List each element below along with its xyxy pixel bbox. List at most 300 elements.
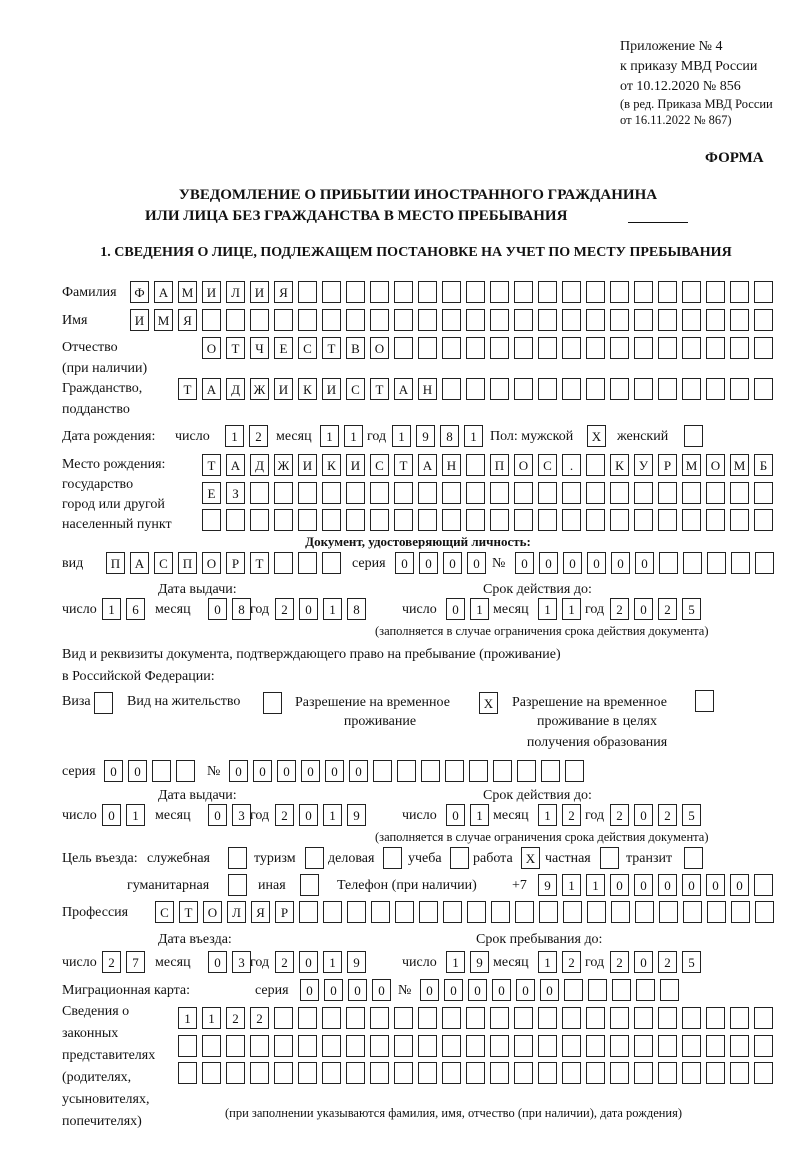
char-cell[interactable] (730, 378, 749, 400)
char-cell[interactable] (202, 309, 221, 331)
char-cell[interactable]: 2 (226, 1007, 245, 1029)
char-cell[interactable]: 2 (275, 804, 294, 826)
char-cell[interactable]: А (394, 378, 413, 400)
char-cell[interactable] (418, 281, 437, 303)
char-cell[interactable] (346, 1035, 365, 1057)
char-cell[interactable] (562, 1035, 581, 1057)
char-cell[interactable]: 2 (610, 804, 629, 826)
char-cell[interactable] (730, 1035, 749, 1057)
char-cell[interactable] (731, 901, 750, 923)
char-cell[interactable] (274, 1035, 293, 1057)
char-cell[interactable] (298, 1035, 317, 1057)
char-cell[interactable]: 1 (538, 598, 557, 620)
char-cell[interactable] (370, 1062, 389, 1084)
char-cell[interactable] (419, 901, 438, 923)
char-cell[interactable] (274, 309, 293, 331)
char-cell[interactable]: И (274, 378, 293, 400)
char-cell[interactable] (682, 309, 701, 331)
char-cell[interactable] (683, 552, 702, 574)
char-cell[interactable]: 2 (562, 951, 581, 973)
char-cell[interactable] (298, 482, 317, 504)
char-cell[interactable]: 2 (250, 1007, 269, 1029)
char-cell[interactable] (538, 1007, 557, 1029)
char-cell[interactable]: 0 (208, 804, 227, 826)
char-cell[interactable] (228, 874, 247, 896)
char-cell[interactable] (176, 760, 195, 782)
char-cell[interactable] (490, 309, 509, 331)
char-cell[interactable]: 1 (470, 598, 489, 620)
char-cell[interactable] (610, 482, 629, 504)
char-cell[interactable] (322, 309, 341, 331)
char-cell[interactable] (706, 378, 725, 400)
char-cell[interactable] (586, 281, 605, 303)
char-cell[interactable]: 2 (275, 951, 294, 973)
char-cell[interactable]: О (203, 901, 222, 923)
char-cell[interactable] (442, 482, 461, 504)
char-cell[interactable] (562, 378, 581, 400)
char-cell[interactable] (634, 337, 653, 359)
char-cell[interactable] (514, 309, 533, 331)
char-cell[interactable]: Л (227, 901, 246, 923)
char-cell[interactable] (490, 378, 509, 400)
char-cell[interactable] (755, 552, 774, 574)
char-cell[interactable]: 1 (464, 425, 483, 447)
char-cell[interactable]: X (479, 692, 498, 714)
char-cell[interactable] (586, 309, 605, 331)
char-cell[interactable]: С (155, 901, 174, 923)
char-cell[interactable] (658, 1035, 677, 1057)
char-cell[interactable] (731, 552, 750, 574)
char-cell[interactable] (610, 337, 629, 359)
char-cell[interactable] (250, 1035, 269, 1057)
char-cell[interactable] (634, 1062, 653, 1084)
char-cell[interactable]: 2 (610, 598, 629, 620)
char-cell[interactable] (610, 378, 629, 400)
char-cell[interactable] (514, 1062, 533, 1084)
char-cell[interactable]: И (298, 454, 317, 476)
char-cell[interactable] (730, 309, 749, 331)
char-cell[interactable]: Я (274, 281, 293, 303)
char-cell[interactable]: У (634, 454, 653, 476)
char-cell[interactable] (706, 482, 725, 504)
char-cell[interactable] (442, 281, 461, 303)
char-cell[interactable]: О (202, 552, 221, 574)
char-cell[interactable]: 3 (232, 804, 251, 826)
char-cell[interactable] (178, 1035, 197, 1057)
char-cell[interactable] (538, 1035, 557, 1057)
char-cell[interactable] (322, 281, 341, 303)
char-cell[interactable]: 0 (420, 979, 439, 1001)
char-cell[interactable]: 0 (634, 804, 653, 826)
char-cell[interactable]: Р (226, 552, 245, 574)
char-cell[interactable]: М (178, 281, 197, 303)
char-cell[interactable]: Н (442, 454, 461, 476)
char-cell[interactable] (562, 309, 581, 331)
char-cell[interactable] (682, 1035, 701, 1057)
char-cell[interactable] (730, 337, 749, 359)
char-cell[interactable]: 0 (324, 979, 343, 1001)
char-cell[interactable]: А (154, 281, 173, 303)
char-cell[interactable] (754, 874, 773, 896)
char-cell[interactable]: 0 (706, 874, 725, 896)
char-cell[interactable]: Ж (250, 378, 269, 400)
char-cell[interactable] (442, 1035, 461, 1057)
char-cell[interactable] (274, 1007, 293, 1029)
char-cell[interactable] (514, 1007, 533, 1029)
char-cell[interactable] (442, 309, 461, 331)
char-cell[interactable]: 0 (300, 979, 319, 1001)
char-cell[interactable] (443, 901, 462, 923)
char-cell[interactable] (612, 979, 631, 1001)
char-cell[interactable] (707, 552, 726, 574)
char-cell[interactable] (586, 482, 605, 504)
char-cell[interactable]: 0 (634, 598, 653, 620)
char-cell[interactable]: Т (202, 454, 221, 476)
char-cell[interactable] (490, 1035, 509, 1057)
char-cell[interactable] (706, 309, 725, 331)
char-cell[interactable]: Е (202, 482, 221, 504)
char-cell[interactable] (370, 309, 389, 331)
char-cell[interactable] (226, 1035, 245, 1057)
char-cell[interactable] (394, 281, 413, 303)
char-cell[interactable] (370, 509, 389, 531)
char-cell[interactable]: 1 (562, 874, 581, 896)
char-cell[interactable] (562, 337, 581, 359)
char-cell[interactable] (450, 847, 469, 869)
char-cell[interactable] (370, 281, 389, 303)
char-cell[interactable] (394, 337, 413, 359)
char-cell[interactable]: Ж (274, 454, 293, 476)
char-cell[interactable] (586, 378, 605, 400)
char-cell[interactable] (538, 1062, 557, 1084)
char-cell[interactable] (274, 509, 293, 531)
char-cell[interactable]: В (346, 337, 365, 359)
char-cell[interactable] (322, 1062, 341, 1084)
char-cell[interactable] (226, 309, 245, 331)
char-cell[interactable]: 1 (320, 425, 339, 447)
char-cell[interactable]: Т (179, 901, 198, 923)
char-cell[interactable] (418, 1007, 437, 1029)
char-cell[interactable]: 0 (349, 760, 368, 782)
char-cell[interactable] (706, 281, 725, 303)
char-cell[interactable]: 0 (443, 552, 462, 574)
char-cell[interactable]: 5 (682, 598, 701, 620)
char-cell[interactable]: Я (251, 901, 270, 923)
char-cell[interactable] (658, 482, 677, 504)
char-cell[interactable] (466, 281, 485, 303)
char-cell[interactable]: 0 (208, 951, 227, 973)
char-cell[interactable]: 0 (419, 552, 438, 574)
char-cell[interactable] (298, 1007, 317, 1029)
char-cell[interactable]: С (370, 454, 389, 476)
char-cell[interactable]: П (106, 552, 125, 574)
char-cell[interactable] (226, 509, 245, 531)
char-cell[interactable]: О (370, 337, 389, 359)
char-cell[interactable] (418, 309, 437, 331)
char-cell[interactable]: 1 (470, 804, 489, 826)
char-cell[interactable]: 9 (347, 804, 366, 826)
char-cell[interactable] (442, 509, 461, 531)
char-cell[interactable]: 2 (658, 804, 677, 826)
char-cell[interactable] (562, 1007, 581, 1029)
char-cell[interactable]: 0 (104, 760, 123, 782)
char-cell[interactable] (274, 482, 293, 504)
char-cell[interactable] (658, 337, 677, 359)
char-cell[interactable]: А (202, 378, 221, 400)
char-cell[interactable] (493, 760, 512, 782)
char-cell[interactable]: Я (178, 309, 197, 331)
char-cell[interactable] (610, 1035, 629, 1057)
char-cell[interactable] (371, 901, 390, 923)
char-cell[interactable] (754, 337, 773, 359)
char-cell[interactable]: С (346, 378, 365, 400)
char-cell[interactable] (514, 281, 533, 303)
char-cell[interactable] (562, 281, 581, 303)
char-cell[interactable]: 0 (372, 979, 391, 1001)
char-cell[interactable]: К (298, 378, 317, 400)
char-cell[interactable] (469, 760, 488, 782)
char-cell[interactable] (202, 509, 221, 531)
char-cell[interactable] (466, 337, 485, 359)
char-cell[interactable] (490, 281, 509, 303)
char-cell[interactable] (754, 1062, 773, 1084)
char-cell[interactable] (322, 552, 341, 574)
char-cell[interactable] (394, 482, 413, 504)
char-cell[interactable]: Т (178, 378, 197, 400)
char-cell[interactable] (682, 509, 701, 531)
char-cell[interactable] (754, 309, 773, 331)
char-cell[interactable] (586, 454, 605, 476)
char-cell[interactable]: 9 (347, 951, 366, 973)
char-cell[interactable]: К (610, 454, 629, 476)
char-cell[interactable]: 8 (347, 598, 366, 620)
char-cell[interactable] (730, 1007, 749, 1029)
char-cell[interactable]: И (322, 378, 341, 400)
char-cell[interactable] (564, 979, 583, 1001)
char-cell[interactable]: 5 (682, 951, 701, 973)
char-cell[interactable]: 1 (323, 598, 342, 620)
char-cell[interactable]: 0 (682, 874, 701, 896)
char-cell[interactable]: 5 (682, 804, 701, 826)
char-cell[interactable] (250, 1062, 269, 1084)
char-cell[interactable]: 2 (658, 598, 677, 620)
char-cell[interactable]: 1 (323, 951, 342, 973)
char-cell[interactable] (466, 1062, 485, 1084)
char-cell[interactable] (754, 1035, 773, 1057)
char-cell[interactable] (658, 509, 677, 531)
char-cell[interactable] (683, 901, 702, 923)
char-cell[interactable] (322, 1035, 341, 1057)
char-cell[interactable]: М (154, 309, 173, 331)
char-cell[interactable] (322, 509, 341, 531)
char-cell[interactable]: 1 (126, 804, 145, 826)
char-cell[interactable] (586, 1007, 605, 1029)
char-cell[interactable] (94, 692, 113, 714)
char-cell[interactable]: С (538, 454, 557, 476)
char-cell[interactable] (418, 509, 437, 531)
char-cell[interactable] (706, 1035, 725, 1057)
char-cell[interactable] (397, 760, 416, 782)
char-cell[interactable] (274, 552, 293, 574)
char-cell[interactable] (538, 378, 557, 400)
char-cell[interactable] (634, 1007, 653, 1029)
char-cell[interactable] (299, 901, 318, 923)
char-cell[interactable]: 1 (538, 951, 557, 973)
char-cell[interactable] (538, 482, 557, 504)
char-cell[interactable]: Т (250, 552, 269, 574)
char-cell[interactable] (346, 1062, 365, 1084)
char-cell[interactable] (517, 760, 536, 782)
char-cell[interactable]: 0 (492, 979, 511, 1001)
char-cell[interactable]: 0 (299, 804, 318, 826)
char-cell[interactable] (707, 901, 726, 923)
char-cell[interactable] (178, 1062, 197, 1084)
char-cell[interactable]: 0 (634, 951, 653, 973)
char-cell[interactable]: Ф (130, 281, 149, 303)
char-cell[interactable] (634, 378, 653, 400)
char-cell[interactable] (346, 309, 365, 331)
char-cell[interactable] (394, 309, 413, 331)
char-cell[interactable] (466, 1035, 485, 1057)
char-cell[interactable] (658, 1007, 677, 1029)
char-cell[interactable]: А (130, 552, 149, 574)
char-cell[interactable] (586, 337, 605, 359)
char-cell[interactable] (274, 1062, 293, 1084)
char-cell[interactable]: 1 (202, 1007, 221, 1029)
char-cell[interactable] (682, 337, 701, 359)
char-cell[interactable]: 9 (416, 425, 435, 447)
char-cell[interactable]: 2 (102, 951, 121, 973)
char-cell[interactable] (658, 281, 677, 303)
char-cell[interactable]: 1 (178, 1007, 197, 1029)
char-cell[interactable]: Д (226, 378, 245, 400)
char-cell[interactable]: 0 (587, 552, 606, 574)
char-cell[interactable]: 0 (539, 552, 558, 574)
char-cell[interactable] (538, 281, 557, 303)
char-cell[interactable]: 0 (128, 760, 147, 782)
char-cell[interactable] (346, 509, 365, 531)
char-cell[interactable]: 8 (440, 425, 459, 447)
char-cell[interactable] (682, 1007, 701, 1029)
char-cell[interactable] (730, 1062, 749, 1084)
char-cell[interactable]: 0 (208, 598, 227, 620)
char-cell[interactable]: 0 (467, 552, 486, 574)
char-cell[interactable] (684, 847, 703, 869)
char-cell[interactable] (682, 482, 701, 504)
char-cell[interactable]: 1 (323, 804, 342, 826)
char-cell[interactable] (682, 281, 701, 303)
char-cell[interactable]: Т (322, 337, 341, 359)
char-cell[interactable]: 2 (658, 951, 677, 973)
char-cell[interactable] (370, 1007, 389, 1029)
char-cell[interactable] (706, 1007, 725, 1029)
char-cell[interactable]: 1 (392, 425, 411, 447)
char-cell[interactable] (298, 552, 317, 574)
char-cell[interactable] (730, 509, 749, 531)
char-cell[interactable] (490, 1007, 509, 1029)
char-cell[interactable] (684, 425, 703, 447)
char-cell[interactable] (418, 337, 437, 359)
char-cell[interactable]: 1 (225, 425, 244, 447)
char-cell[interactable] (202, 1062, 221, 1084)
char-cell[interactable]: 0 (348, 979, 367, 1001)
char-cell[interactable]: С (298, 337, 317, 359)
char-cell[interactable] (421, 760, 440, 782)
char-cell[interactable]: Ч (250, 337, 269, 359)
char-cell[interactable] (565, 760, 584, 782)
char-cell[interactable] (588, 979, 607, 1001)
char-cell[interactable] (394, 1007, 413, 1029)
char-cell[interactable]: 3 (232, 951, 251, 973)
char-cell[interactable] (263, 692, 282, 714)
char-cell[interactable] (490, 482, 509, 504)
char-cell[interactable] (634, 482, 653, 504)
char-cell[interactable] (634, 509, 653, 531)
char-cell[interactable] (346, 482, 365, 504)
char-cell[interactable] (539, 901, 558, 923)
char-cell[interactable] (228, 847, 247, 869)
char-cell[interactable] (754, 281, 773, 303)
char-cell[interactable] (635, 901, 654, 923)
char-cell[interactable]: 0 (299, 951, 318, 973)
char-cell[interactable]: 0 (468, 979, 487, 1001)
char-cell[interactable]: 0 (634, 874, 653, 896)
char-cell[interactable] (660, 979, 679, 1001)
char-cell[interactable]: 2 (610, 951, 629, 973)
char-cell[interactable] (394, 1062, 413, 1084)
char-cell[interactable]: 0 (253, 760, 272, 782)
char-cell[interactable] (250, 482, 269, 504)
char-cell[interactable]: З (226, 482, 245, 504)
char-cell[interactable] (466, 482, 485, 504)
char-cell[interactable] (730, 482, 749, 504)
char-cell[interactable] (490, 509, 509, 531)
char-cell[interactable] (466, 454, 485, 476)
char-cell[interactable] (611, 901, 630, 923)
char-cell[interactable]: 0 (516, 979, 535, 1001)
char-cell[interactable] (226, 1062, 245, 1084)
char-cell[interactable] (491, 901, 510, 923)
char-cell[interactable] (562, 509, 581, 531)
char-cell[interactable] (754, 509, 773, 531)
char-cell[interactable]: Д (250, 454, 269, 476)
char-cell[interactable]: Т (394, 454, 413, 476)
char-cell[interactable] (298, 509, 317, 531)
char-cell[interactable] (445, 760, 464, 782)
char-cell[interactable] (538, 337, 557, 359)
char-cell[interactable]: 0 (444, 979, 463, 1001)
char-cell[interactable]: 2 (275, 598, 294, 620)
char-cell[interactable] (610, 509, 629, 531)
char-cell[interactable] (562, 1062, 581, 1084)
char-cell[interactable] (754, 482, 773, 504)
char-cell[interactable] (586, 1062, 605, 1084)
char-cell[interactable] (466, 1007, 485, 1029)
char-cell[interactable] (442, 1007, 461, 1029)
char-cell[interactable] (755, 901, 774, 923)
char-cell[interactable] (706, 1062, 725, 1084)
char-cell[interactable] (514, 482, 533, 504)
char-cell[interactable] (152, 760, 171, 782)
char-cell[interactable] (610, 1062, 629, 1084)
char-cell[interactable] (706, 337, 725, 359)
char-cell[interactable] (658, 309, 677, 331)
char-cell[interactable]: 8 (232, 598, 251, 620)
char-cell[interactable]: 0 (610, 874, 629, 896)
char-cell[interactable]: И (346, 454, 365, 476)
char-cell[interactable] (754, 378, 773, 400)
char-cell[interactable]: 1 (562, 598, 581, 620)
